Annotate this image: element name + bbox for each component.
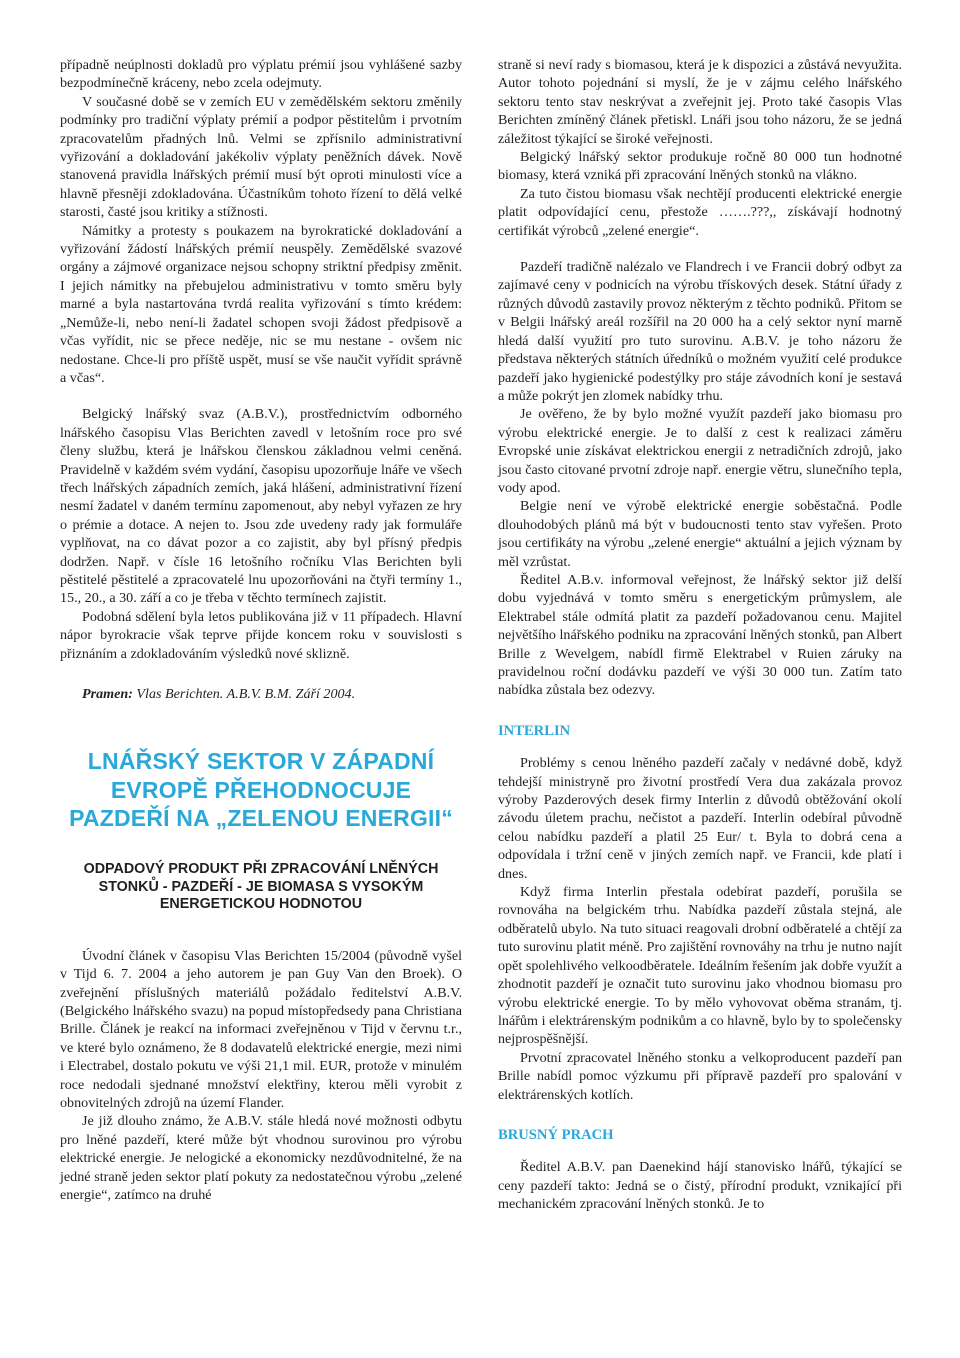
source-text: Vlas Berichten. A.B.V. B.M. Září 2004. — [136, 686, 356, 702]
body-paragraph: Belgie není ve výrobě elektrické energie soběstačná. Podle dlouhodobých plánů má být v budoucnosti tento stav vyřešen. Proto jsou certifikáty na výrobu „zelené energie“ aktuální a jejich význam by měl vzrůstat. — [498, 498, 902, 570]
body-paragraph: Je již dlouho známo, že A.B.V. stále hledá nové možnosti odbytu pro lněné pazdeří, které může být vhodnou surovinou pro výrobu elektrické energie. Je nelogické a ekonomicky nezdůvodnitelné, že na jedné straně jeden sektor platí pokuty za nedostatečnou výrobu „zelené energie“, zatímco na druhé — [60, 1113, 462, 1203]
source-citation — [60, 685, 462, 703]
body-paragraph: Ředitel A.B.V. pan Daenekind hájí stanovisko lnářů, týkající se ceny pazdeří takto: Jedná se o čistý, přírodní produkt, vznikající při mechanickém zpracování lněných stonků. Je to — [498, 1159, 902, 1213]
body-paragraph: Pazdeří tradičně nalézalo ve Flandrech i ve Francii dobrý odbyt za zajímavé ceny v podnicích na výrobu třískových desek. Státní úřady z různých důvodů zastavily provoz některým z těchto podniků. Přitom se v Belgii lnářský areál rozšířil na 20 000 ha a celý sektor nyní marně hledá další využití pro tuto surovinu. A.B.V. je toho názoru že představa některých státních úředníků o možném využití celé produkce pazdeří jako hygienické podestýlky pro stáje závodních koní je sestavá a může pokrýt jen zlomek nabídky trhu. — [498, 259, 902, 404]
body-paragraph: V současné době se v zemích EU v zemědělském sektoru změnily podmínky pro tradiční výplaty prémií a podpor pěstitelům i prvotním zpracovatelům přadných lnů. Velmi se zpřísnilo administrativní vyřizování a dokladování jakékoliv výplaty peněžních dávek. Nově stanovená pravidla lnářských prémií musí být oproti minulosti více a hlavně přesněji zdokladována. Účastníkům tohoto řízení to dělá velké starosti, časté jsou kritiky a stížnosti. — [60, 93, 462, 221]
spacer — [60, 387, 462, 405]
body-paragraph: Belgický lnářský svaz (A.B.V.), prostřednictvím odborného lnářského časopisu Vlas Berichten zavedl v letošním roce pro své členy službu, která je lnářskou členskou základnou velmi ceněná. Pravidelně v každém svém vydání, časopisu upozorňuje lnáře ve všech třech lnářských západních zemích, jaká hlášení, administrativní řízení nesmí žadatel v daném termínu zapomenout, aby nebyl vyřazen ze hry o prémie a dotace. A nejen to. Jsou zde uvedeny rady jak formuláře vyplňovat, na co dávat pozor a co zajistit, aby byl přísný předpis dodržen. Např. v čísle 16 letošního ročníku Vlas Berichten byli pěstitelé pěstitelé a zpracovatelé lnu upozorňováni na čtyři termíny 1., 15., 20., a 30. září a co je třeba v těchto termínech zajistit. — [60, 406, 462, 607]
right-column — [498, 56, 902, 1214]
spacer — [498, 240, 902, 258]
body-paragraph: straně si neví rady s biomasou, která je k dispozici a zůstává nevyužita. Autor tohoto pojednání si myslí, že je v zájmu celého lnářského sektoru tento stav neskrývat a zveřejnit jej. Proto také časopis Vlas Berichten zmíněný článek přetiskl. Lnáři jsou toho názoru, že se jedná záležitost týkající se široké veřejnosti. — [498, 57, 902, 147]
body-paragraph: Námitky a protesty s poukazem na byrokratické dokladování a vyřizování žádostí lnářských prémií neuspěly. Zemědělské svazové orgány a zájmové organizace nejsou schopny striktní předpisy změnit. I jejich námitky na přebujelou administrativu v tomto směru byly marné a byla nastartována tvrdá realita vyřizování s tímto krédem: „Nemůže-li, nebo není-li žadatel schopen svoji žádost předpisově a včas vyřídit, nic se přece neděje, nic se mu nestane - ovšem nic nedostane. Chce-li pro příště uspět, musí se vše naučit vyřídit správně a včas“. — [60, 222, 462, 386]
spacer — [498, 1104, 902, 1126]
article-headline: LNÁŘSKÝ SEKTOR V ZÁPADNÍ EVROPĚ PŘEHODNOCUJE PAZDEŘÍ NA „ZELENOU ENERGII“ — [69, 748, 453, 832]
body-paragraph: případně neúplnosti dokladů pro výplatu prémií jsou vyhlášené sazby bezpodmínečně kráceny, nebo zcela odejmuty. — [60, 57, 462, 92]
body-paragraph: Ředitel A.B.v. informoval veřejnost, že lnářský sektor již delší dobu vyjednává v tomto směru s energetickým průmyslem, ale Elektrabel stále odmítá platit za pazdeří požadovanou cenu. Majitel největšího lnářského podniku na zpracování lněných stonků, pan Albert Brille z Wevelgem, nabídl firmě Elektrabel v Ruien záruky na pravidelnou roční dodávku pazdeří ve výši 30 000 tun. Zatím tato nabídka zůstala bez odezvy. — [498, 571, 902, 699]
spacer — [60, 663, 462, 685]
left-column — [60, 56, 462, 1204]
article-subheadline: ODPADOVÝ PRODUKT PŘI ZPRACOVÁNÍ LNĚNÝCH STONKŮ - PAZDEŘÍ - JE BIOMASA S VYSOKÝM ENERGETICKOU HODNOTOU — [83, 860, 439, 913]
spacer — [498, 700, 902, 722]
section-heading-brusny-prach: BRUSNÝ PRACH — [498, 1126, 614, 1143]
body-paragraph: Za tuto čistou biomasu však nechtějí producenti elektrické energie platit odpovídající cenu, přestože …….???,, získávají hodnotný certifikát výrobců „zelené energie“. — [498, 185, 902, 239]
body-paragraph: Úvodní článek v časopisu Vlas Berichten 15/2004 (původně vyšel v Tijd 6. 7. 2004 a jeho autorem je pan Guy Van den Broek). O zveřejnění příslušných materiálů požádalo ředitelství A.B.V. (Belgického lnářského svazu) na popud místopředsedy pana Christiana Brille. Článek je reakcí na informaci zveřejněnou v Tijd v červnu t.r., ve které bylo oznámeno, že 8 dodavatelů elektrické energie, mezi nimi i Electrabel, dostalo pokutu ve výši 21,1 mil. EUR, protože v minulém roce nedodali sjednané množství elektřiny, kterou měli vyrobit z obnovitelných zdrojů na území Flander. — [60, 947, 462, 1111]
body-paragraph: Když firma Interlin přestala odebírat pazdeří, porušila se rovnováha na belgickém trhu. Nabídka pazdeří zůstala stejná, ale odběratelů ubylo. Na tuto situaci reagovali drobní odběratelé a chtějí za tuto surovinu platit méně. Pro zajištění rovnováhy na trhu je nutno najít opět spolehlivého velkoodběratele. Ideálním řešením jak dobře využít a zhodnotit pazdeří je označit tuto surovinu jako vhodnou biomasu pro výrobu elektrické energie. To by mělo vyhovovat oběma stranám, tj. lnářům i elektrárenským podnikům a co hlavně, bylo by to společensky nejprospěšnější. — [498, 884, 902, 1048]
body-paragraph: Je ověřeno, že by bylo možné využít pazdeří jako biomasu pro výrobu elektrické energie. Je to další z cest k realizaci záměru Evropské unie získávat elektrickou energii z netradičních zdrojů, jako jsou často citované prvotní zdroje např. energie větru, slunečního tepla, vody apod. — [498, 406, 902, 496]
body-paragraph: Belgický lnářský sektor produkuje ročně 80 000 tun hodnotné biomasy, která vzniká při zpracování lněných stonků na vlákno. — [498, 149, 902, 184]
body-paragraph: Prvotní zpracovatel lněného stonku a velkoproducent pazdeří pan Brille nabídl pomoc výzkumu při přípravě pazdeří pro spalování v elektrárenských kotlích. — [498, 1049, 902, 1103]
body-paragraph: Podobná sdělení byla letos publikována již v 11 případech. Hlavní nápor byrokracie však teprve přijde koncem roku v souvislosti s přiznáním a zdokladováním výsledků nové sklizně. — [60, 608, 462, 662]
body-paragraph: Problémy s cenou lněného pazdeří začaly v nedávné době, když tehdejší ministryně pro životní prostředí Vera dua zakázala provoz výroby Pazderových desek firmy Interlin z důvodů obtěžování okolí závodu úletem prachu, nečistot a pazdeří. Interlin odebíral původně celou nabídku pazdeří a platil 25 Eur/ t. Byla to dobrá cena a odpovídala i tržní ceně v jiných zemích např. ve Francii, kde platí i dnes. — [498, 755, 902, 882]
section-heading-interlin: INTERLIN — [498, 722, 571, 739]
source-label: Pramen: — [82, 686, 133, 702]
